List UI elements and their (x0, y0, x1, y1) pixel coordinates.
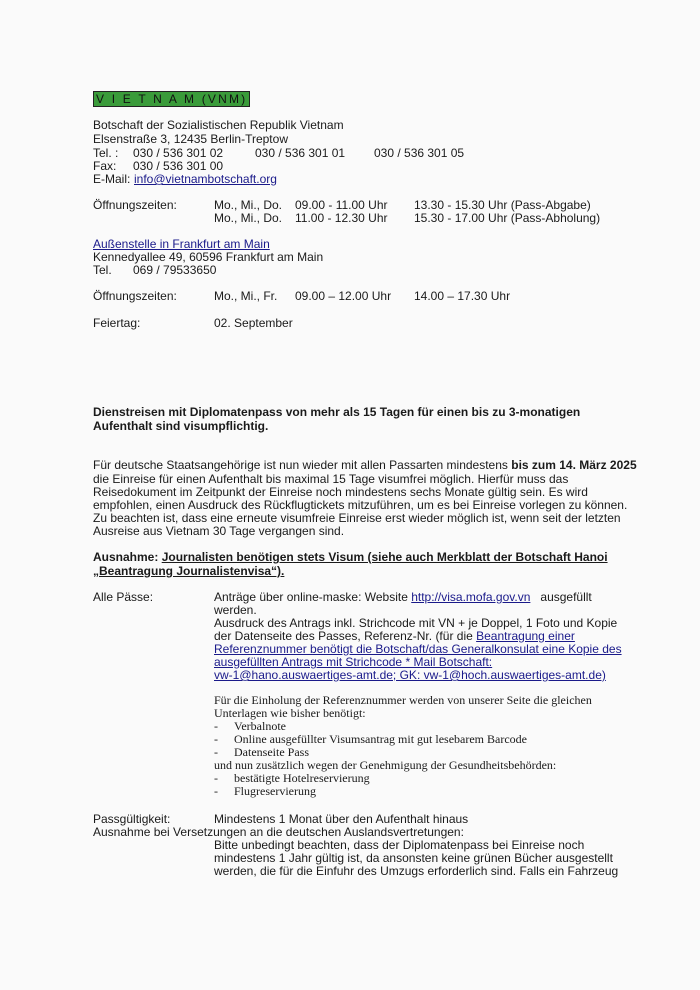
tel-number-2: 030 / 536 301 01 (255, 146, 346, 160)
exception-prefix: Ausnahme: (93, 550, 162, 564)
info-line-2: die Einreise für einen Aufenthalt bis maximal 15 Tage visumfrei möglich. Hierfür muss das (93, 472, 569, 486)
email-label: E-Mail: (93, 172, 131, 186)
holiday-label: Feiertag: (93, 316, 141, 330)
passes-line-1-text: Anträge über online-maske: Website (214, 590, 412, 604)
passes-line-2: werden. (214, 603, 257, 617)
diplomat-notice-line-2: Aufenthalt sind visumpflichtig. (93, 419, 269, 433)
validity-line-3: werden, die für die Einfuhr des Umzugs erforderlich sind. Falls ein Fahrzeug (214, 864, 619, 878)
exception-line-2: „Beantragung Journalistenvisa“). (93, 564, 285, 578)
info-line-5: Zu beachten ist, dass eine erneute visumfreie Einreise erst wieder möglich ist, wenn seit der letzten (93, 511, 621, 525)
opening-time-1b: 13.30 - 15.30 Uhr (Pass-Abgabe) (414, 198, 591, 212)
validity-line-2: mindestens 1 Jahr gültig ist, da ansonsten keine grünen Bücher ausgestellt (214, 851, 613, 865)
doc-item-bullet: - (214, 719, 218, 733)
opening-time-2: 11.00 - 12.30 Uhr (295, 211, 388, 225)
branch-opening-days: Mo., Mi., Fr. (214, 289, 278, 303)
passes-line-5[interactable]: Referenznummer benötigt die Botschaft/das Generalkonsulat eine Kopie des (214, 642, 622, 656)
branch-opening-time: 09.00 – 12.00 Uhr (295, 289, 392, 303)
email-link[interactable]: info@vietnambotschaft.org (134, 172, 277, 186)
validity-exception: Ausnahme bei Versetzungen an die deutschen Auslandsvertretungen: (93, 825, 464, 839)
branch-tel-label: Tel. (93, 263, 112, 277)
doc-item-bullet: - (214, 784, 218, 798)
docs-intro-2: Unterlagen wie bisher benötigt: (214, 706, 366, 720)
passes-line-6[interactable]: ausgefüllten Antrags mit Strichcode * Mail Botschaft: (214, 655, 493, 669)
reference-number-link[interactable]: Beantragung einer (476, 629, 575, 643)
passes-line-3: Ausdruck des Antrags inkl. Strichcode mit VN + je Doppel, 1 Foto und Kopie (214, 616, 618, 630)
doc-item-bullet: - (214, 771, 218, 785)
embassy-name: Botschaft der Sozialistischen Republik Vietnam (93, 118, 344, 132)
embassy-address: Elsenstraße 3, 12435 Berlin-Treptow (93, 132, 288, 146)
docs-intro-1: Für die Einholung der Referenznummer werden von unserer Seite die gleichen (214, 693, 592, 707)
branch-title-link[interactable]: Außenstelle in Frankfurt am Main (93, 237, 270, 251)
exception-journalists: Journalisten benötigen stets Visum (siehe auch Merkblatt der Botschaft Hanoi (161, 550, 608, 564)
opening-days-1: Mo., Mi., Do. (214, 198, 283, 212)
branch-opening-time-2: 14.00 – 17.30 Uhr (414, 289, 511, 303)
doc-item-bullet: - (214, 732, 218, 746)
passes-line-4-text: der Datenseite des Passes, Referenz-Nr. (für die (214, 629, 477, 643)
doc-item-bullet: - (214, 745, 218, 759)
visa-website-link[interactable]: http://visa.mofa.gov.vn (411, 590, 531, 604)
fax-label: Fax: (93, 159, 117, 173)
branch-tel-number: 069 / 79533650 (133, 263, 217, 277)
doc-item-visa-application: Online ausgefüllter Visumsantrag mit gut lesebarem Barcode (234, 732, 527, 746)
doc-item-data-page: Datenseite Pass (234, 745, 309, 759)
passes-label: Alle Pässe: (93, 590, 154, 604)
branch-opening-label: Öffnungszeiten: (93, 289, 177, 303)
country-heading: V I E T N A M (VNM) (93, 91, 250, 107)
validity-value: Mindestens 1 Monat über den Aufenthalt hinaus (214, 812, 469, 826)
info-line-4: empfohlen, einen Ausdruck des Rückflugtickets mitzuführen, um es bei Einreise vorlegen zu können. (93, 498, 628, 512)
opening-hours-label: Öffnungszeiten: (93, 198, 177, 212)
info-line-6: Ausreise aus Vietnam 30 Tage vergangen sind. (93, 524, 345, 538)
tel-label: Tel. : (93, 146, 119, 160)
doc-item-verbalnote: Verbalnote (234, 719, 286, 733)
info-line-1 (93, 458, 637, 472)
opening-time-2b: 15.30 - 17.00 Uhr (Pass-Abholung) (414, 211, 601, 225)
opening-days-2: Mo., Mi., Do. (214, 211, 283, 225)
tel-number-3: 030 / 536 301 05 (374, 146, 465, 160)
validity-line-1: Bitte unbedingt beachten, dass der Diplomatenpass bei Einreise noch (214, 838, 585, 852)
branch-address: Kennedyallee 49, 60596 Frankfurt am Main (93, 250, 324, 264)
opening-time-1: 09.00 - 11.00 Uhr (295, 198, 388, 212)
doc-item-flight: Flugreservierung (234, 784, 316, 798)
doc-item-hotel: bestätigte Hotelreservierung (234, 771, 370, 785)
passes-line-4 (214, 629, 575, 643)
docs-additional: und nun zusätzlich wegen der Genehmigung der Gesundheitsbehörden: (214, 758, 557, 772)
info-line-1-date: bis zum 14. März 2025 (511, 458, 637, 472)
mail-addresses-link[interactable]: vw-1@hano.auswaertiges-amt.de; GK: vw-1@hoch.auswaertiges-amt.de) (214, 668, 606, 682)
holiday-value: 02. September (214, 316, 293, 330)
validity-label: Passgültigkeit: (93, 812, 171, 826)
passes-line-1 (214, 590, 592, 604)
exception-line-1 (93, 550, 608, 564)
info-line-1-text: Für deutsche Staatsangehörige ist nun wieder mit allen Passarten mindestens (93, 458, 512, 472)
fax-number: 030 / 536 301 00 (133, 159, 224, 173)
diplomat-notice-line-1: Dienstreisen mit Diplomatenpass von mehr als 15 Tagen für einen bis zu 3-monatigen (93, 405, 581, 419)
info-line-3: Reisedokument im Zeitpunkt der Einreise noch mindestens sechs Monate gültig sein. Es wird (93, 485, 588, 499)
tel-number-1: 030 / 536 301 02 (133, 146, 224, 160)
passes-line-1-suffix: ausgefüllt (530, 590, 592, 604)
